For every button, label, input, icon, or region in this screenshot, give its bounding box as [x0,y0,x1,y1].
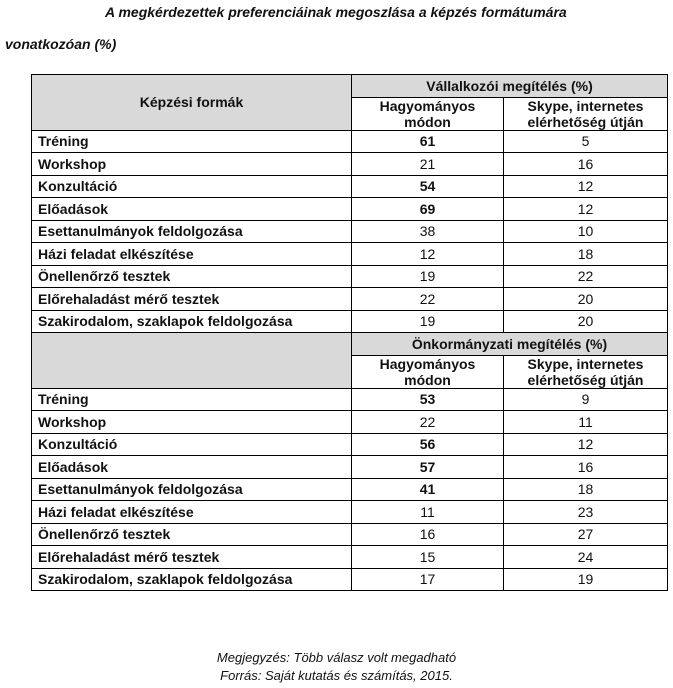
table-note: Megjegyzés: Több válasz volt megadható [216,650,457,665]
row-label: Esettanulmányok feldolgozása [32,478,352,501]
row-label: Workshop [32,153,352,176]
table-row [32,478,668,501]
section2-col-traditional [352,355,504,388]
preferences-table [31,74,668,591]
value-online: 20 [504,288,668,311]
value-online: 11 [504,411,668,434]
section2-group-label: Önkormányzati megítélés (%) [352,333,668,356]
value-traditional: 57 [352,456,504,479]
table-row [32,265,668,288]
col-online-line2: elérhetőség útján [527,113,644,130]
row-label: Előrehaladást mérő tesztek [32,546,352,569]
value-traditional: 56 [352,433,504,456]
col-traditional-line2: módon [404,371,451,388]
section1-group-label: Vállalkozói megítélés (%) [352,75,668,98]
table-title-line-1: A megkérdezettek preferenciáinak megoszlása a képzés formátumára [105,4,567,20]
row-label: Önellenőrző tesztek [32,523,352,546]
col-traditional-line1: Hagyományos [379,97,476,114]
value-traditional: 12 [352,243,504,266]
value-online: 16 [504,153,668,176]
row-header-cell: Képzési formák [32,75,352,131]
section1-header-row [32,75,668,98]
row-label: Workshop [32,411,352,434]
row-label: Konzultáció [32,433,352,456]
table-row [32,546,668,569]
value-online: 9 [504,388,668,411]
value-online: 12 [504,175,668,198]
value-traditional: 16 [352,523,504,546]
value-traditional: 41 [352,478,504,501]
table-row [32,568,668,591]
row-label: Önellenőrző tesztek [32,265,352,288]
table-row [32,175,668,198]
value-traditional: 17 [352,568,504,591]
value-traditional: 19 [352,265,504,288]
row-label: Házi feladat elkészítése [32,243,352,266]
value-online: 23 [504,501,668,524]
table-row [32,456,668,479]
value-traditional: 53 [352,388,504,411]
value-online: 16 [504,456,668,479]
value-traditional: 22 [352,288,504,311]
table-row [32,130,668,153]
table-title-line-2: vonatkozóan (%) [5,36,117,52]
table-row [32,388,668,411]
value-traditional: 11 [352,501,504,524]
value-traditional: 54 [352,175,504,198]
table-source: Forrás: Saját kutatás és számítás, 2015. [220,668,453,683]
value-online: 12 [504,433,668,456]
value-online: 18 [504,243,668,266]
table-row [32,198,668,221]
section1-col-online [504,97,668,130]
value-traditional: 21 [352,153,504,176]
value-online: 10 [504,220,668,243]
col-online-line2: elérhetőség útján [527,371,644,388]
value-online: 24 [504,546,668,569]
value-online: 19 [504,568,668,591]
table-row [32,310,668,333]
row-label: Előrehaladást mérő tesztek [32,288,352,311]
col-online-line1: Skype, internetes [527,355,644,372]
value-online: 22 [504,265,668,288]
table-row [32,243,668,266]
row-label: Tréning [32,130,352,153]
row-label: Esettanulmányok feldolgozása [32,220,352,243]
table-row [32,288,668,311]
row-label: Tréning [32,388,352,411]
value-traditional: 38 [352,220,504,243]
preferences-table-body [32,75,668,591]
table-row [32,220,668,243]
section2-corner-cell [32,333,352,389]
value-online: 5 [504,130,668,153]
section2-header-row [32,333,668,356]
value-traditional: 22 [352,411,504,434]
table-row [32,523,668,546]
table-row [32,153,668,176]
value-online: 20 [504,310,668,333]
col-online-line1: Skype, internetes [527,97,644,114]
row-label: Konzultáció [32,175,352,198]
row-label: Házi feladat elkészítése [32,501,352,524]
col-traditional-line2: módon [404,113,451,130]
section1-col-traditional [352,97,504,130]
col-traditional-line1: Hagyományos [379,355,476,372]
row-label: Szakirodalom, szaklapok feldolgozása [32,310,352,333]
row-label: Előadások [32,198,352,221]
value-traditional: 15 [352,546,504,569]
table-row [32,411,668,434]
value-traditional: 69 [352,198,504,221]
value-online: 18 [504,478,668,501]
table-row [32,433,668,456]
value-online: 12 [504,198,668,221]
row-label: Előadások [32,456,352,479]
value-traditional: 19 [352,310,504,333]
section2-col-online [504,355,668,388]
row-label: Szakirodalom, szaklapok feldolgozása [32,568,352,591]
table-row [32,501,668,524]
value-online: 27 [504,523,668,546]
value-traditional: 61 [352,130,504,153]
